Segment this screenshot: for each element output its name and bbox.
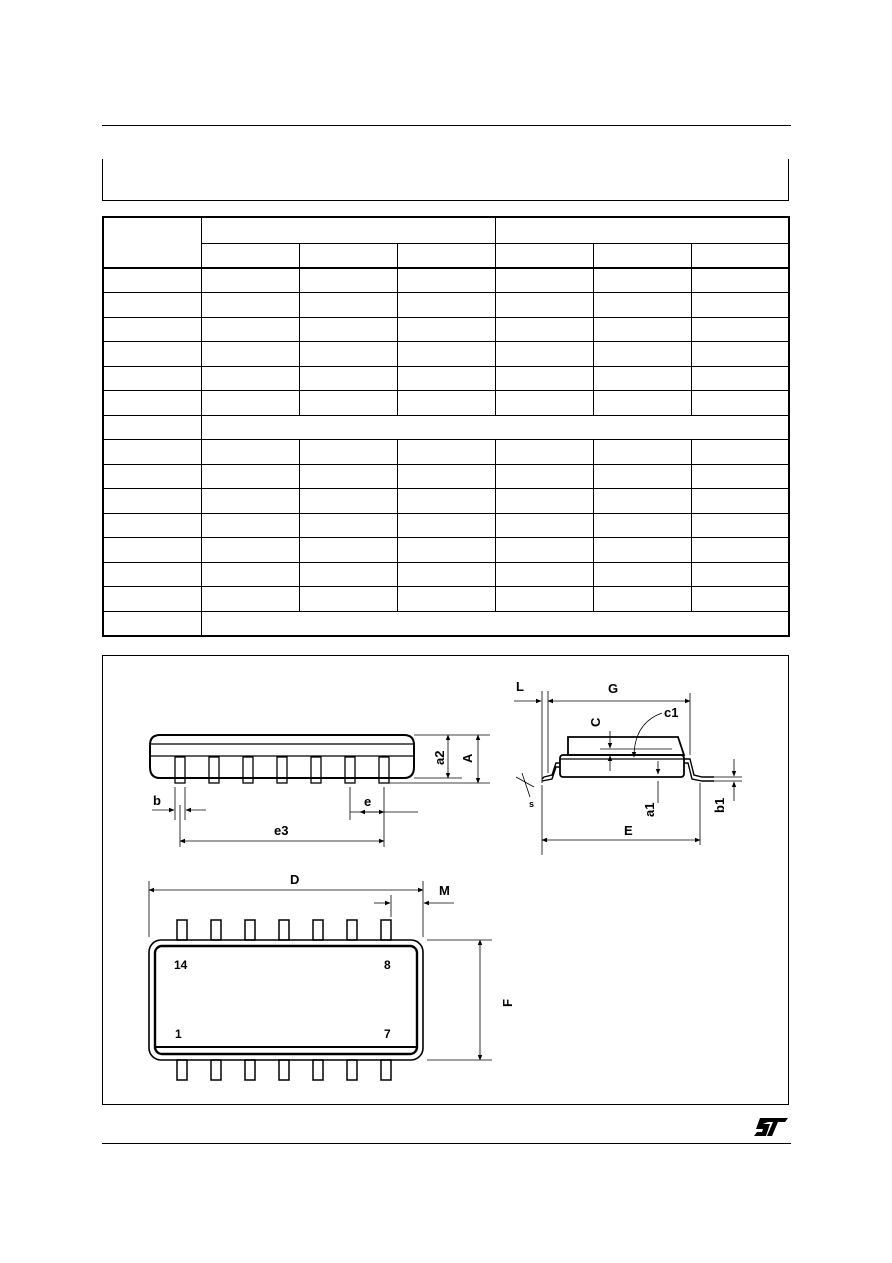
table-row xyxy=(103,611,789,636)
table-cell xyxy=(495,391,593,416)
label-b: b xyxy=(153,793,161,808)
package-drawing xyxy=(102,655,789,1105)
table-cell xyxy=(397,489,495,514)
table-cell xyxy=(495,538,593,563)
table-cell xyxy=(201,366,299,391)
table-cell xyxy=(495,562,593,587)
table-cell xyxy=(299,587,397,612)
table-cell xyxy=(593,562,691,587)
table-cell xyxy=(299,244,397,269)
table-row xyxy=(103,562,789,587)
pin-label-1: 1 xyxy=(175,1027,182,1041)
table-cell xyxy=(299,366,397,391)
table-cell xyxy=(103,464,201,489)
table-row xyxy=(103,415,789,440)
label-e: e xyxy=(364,794,372,809)
table-cell xyxy=(495,268,593,293)
table-cell xyxy=(593,317,691,342)
label-c1: c1 xyxy=(664,705,679,720)
label-c: C xyxy=(588,717,603,727)
st-logo-icon xyxy=(752,1116,790,1138)
table-cell xyxy=(691,244,789,269)
table-cell xyxy=(397,366,495,391)
table-cell xyxy=(103,489,201,514)
label-g: G xyxy=(608,681,619,696)
table-cell xyxy=(299,464,397,489)
table-cell xyxy=(495,217,789,244)
table-cell xyxy=(103,293,201,318)
table-cell xyxy=(103,538,201,563)
table-row xyxy=(103,538,789,563)
table-cell xyxy=(593,587,691,612)
label-e-width: E xyxy=(624,823,633,838)
table-cell xyxy=(397,268,495,293)
label-a1: a1 xyxy=(642,802,657,817)
footer-rule xyxy=(102,1143,791,1144)
label-s: s xyxy=(529,799,535,809)
table-cell xyxy=(103,611,201,636)
table-cell xyxy=(299,562,397,587)
table-row xyxy=(103,293,789,318)
table-row xyxy=(103,268,789,293)
table-cell xyxy=(103,268,201,293)
table-cell xyxy=(299,440,397,465)
table-cell xyxy=(593,464,691,489)
label-a: A xyxy=(460,753,475,763)
table-cell xyxy=(397,342,495,367)
table-cell xyxy=(103,587,201,612)
pin-label-8: 8 xyxy=(384,958,391,972)
table-cell xyxy=(201,464,299,489)
table-cell xyxy=(103,562,201,587)
table-cell xyxy=(201,587,299,612)
table-cell xyxy=(593,342,691,367)
label-a2: a2 xyxy=(432,750,447,765)
table-cell xyxy=(103,415,201,440)
table-cell xyxy=(593,268,691,293)
table-cell xyxy=(397,562,495,587)
table-cell xyxy=(593,244,691,269)
table-cell xyxy=(103,366,201,391)
table-cell xyxy=(691,513,789,538)
table-row xyxy=(103,513,789,538)
table-cell xyxy=(299,538,397,563)
table-cell xyxy=(103,513,201,538)
table-cell xyxy=(397,391,495,416)
table-cell xyxy=(495,513,593,538)
table-cell xyxy=(495,342,593,367)
table-cell xyxy=(397,538,495,563)
table-cell xyxy=(201,391,299,416)
table-cell xyxy=(593,538,691,563)
table-cell xyxy=(201,268,299,293)
table-cell xyxy=(495,366,593,391)
table-cell xyxy=(201,293,299,318)
top-view xyxy=(149,881,492,1080)
table-cell xyxy=(691,489,789,514)
table-cell xyxy=(201,538,299,563)
table-cell xyxy=(593,440,691,465)
label-b1: b1 xyxy=(712,797,727,813)
table-cell xyxy=(495,440,593,465)
table-cell xyxy=(299,293,397,318)
table-cell xyxy=(691,366,789,391)
table-cell xyxy=(299,391,397,416)
table-cell xyxy=(495,464,593,489)
table-cell xyxy=(201,513,299,538)
table-cell xyxy=(201,562,299,587)
table-row xyxy=(103,342,789,367)
table-cell xyxy=(691,391,789,416)
title-box xyxy=(102,159,789,201)
top-view-leads xyxy=(177,920,391,1080)
table-cell xyxy=(691,587,789,612)
table-cell xyxy=(495,293,593,318)
table-cell xyxy=(201,244,299,269)
table-cell xyxy=(691,293,789,318)
table-row xyxy=(103,440,789,465)
table-cell xyxy=(593,513,691,538)
table-cell xyxy=(691,464,789,489)
table-cell xyxy=(495,489,593,514)
label-d: D xyxy=(290,872,300,887)
table-row xyxy=(103,464,789,489)
label-e3: e3 xyxy=(274,823,289,838)
table-cell xyxy=(495,244,593,269)
table-cell xyxy=(201,217,495,244)
table-cell xyxy=(201,342,299,367)
table-row xyxy=(103,317,789,342)
table-cell xyxy=(593,293,691,318)
table-cell xyxy=(299,317,397,342)
table-cell xyxy=(201,415,789,440)
table-cell xyxy=(201,489,299,514)
dimensions-table xyxy=(102,216,790,637)
pin-label-14: 14 xyxy=(174,958,188,972)
table-cell xyxy=(495,317,593,342)
label-l: L xyxy=(516,679,524,694)
table-cell xyxy=(593,366,691,391)
table-cell xyxy=(103,217,201,268)
table-cell xyxy=(691,538,789,563)
table-cell xyxy=(103,391,201,416)
label-f: F xyxy=(500,999,515,1007)
table-row xyxy=(103,366,789,391)
label-m: M xyxy=(439,883,450,898)
table-cell xyxy=(201,611,789,636)
side-view-leads xyxy=(175,757,389,783)
table-cell xyxy=(397,513,495,538)
table-cell xyxy=(691,317,789,342)
table-cell xyxy=(299,268,397,293)
table-cell xyxy=(691,562,789,587)
table-row xyxy=(103,587,789,612)
table-cell xyxy=(103,317,201,342)
table-cell xyxy=(397,587,495,612)
table-cell xyxy=(397,440,495,465)
table-cell xyxy=(495,587,593,612)
table-cell xyxy=(691,268,789,293)
table-cell xyxy=(691,342,789,367)
table-cell xyxy=(397,317,495,342)
table-cell xyxy=(299,513,397,538)
table-cell xyxy=(103,342,201,367)
table-cell xyxy=(397,464,495,489)
pin-label-7: 7 xyxy=(384,1027,391,1041)
table-row xyxy=(103,489,789,514)
table-row xyxy=(103,244,789,269)
table-cell xyxy=(593,489,691,514)
table-cell xyxy=(201,317,299,342)
table-row xyxy=(103,391,789,416)
table-cell xyxy=(201,440,299,465)
table-cell xyxy=(593,391,691,416)
table-cell xyxy=(397,293,495,318)
table-cell xyxy=(103,440,201,465)
table-row xyxy=(103,217,789,244)
table-cell xyxy=(299,489,397,514)
table-cell xyxy=(397,244,495,269)
header-rule xyxy=(102,125,791,126)
table-cell xyxy=(299,342,397,367)
table-cell xyxy=(691,440,789,465)
